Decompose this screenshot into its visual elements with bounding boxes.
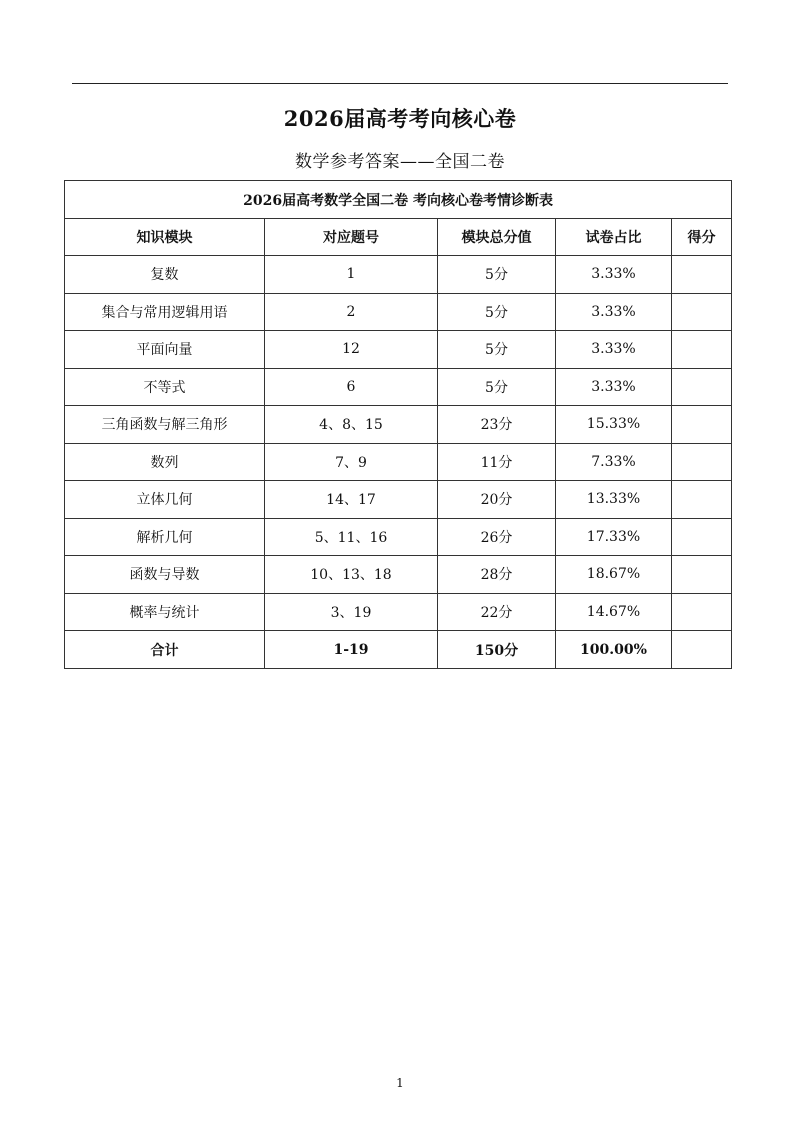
cell-score[interactable] [672,556,732,594]
table-caption: 2026届高考数学全国二卷 考向核心卷考情诊断表 [65,181,732,219]
table-header-row [65,219,732,256]
cell-percentage: 15.33% [556,406,672,444]
table-total-row [65,631,732,669]
cell-total-score: 5分 [438,368,556,406]
cell-module: 数列 [65,443,265,481]
cell-score[interactable] [672,593,732,631]
header-total-score: 模块总分值 [438,219,556,256]
header-questions: 对应题号 [265,219,438,256]
cell-questions: 7、9 [265,443,438,481]
cell-total-score: 5分 [438,293,556,331]
total-percentage: 100.00% [556,631,672,669]
cell-module: 不等式 [65,368,265,406]
cell-module: 函数与导数 [65,556,265,594]
cell-questions: 10、13、18 [265,556,438,594]
cell-total-score: 22分 [438,593,556,631]
document-title: 2026届高考考向核心卷 [283,106,517,131]
cell-module: 复数 [65,256,265,294]
cell-score[interactable] [672,481,732,519]
table-row [65,593,732,631]
diagnosis-table [64,180,732,669]
cell-total-score: 5分 [438,331,556,369]
cell-percentage: 14.67% [556,593,672,631]
cell-score[interactable] [672,331,732,369]
header-module: 知识模块 [65,219,265,256]
table-row [65,331,732,369]
table-row [65,443,732,481]
cell-module: 平面向量 [65,331,265,369]
cell-questions: 3、19 [265,593,438,631]
table-row [65,556,732,594]
cell-score[interactable] [672,256,732,294]
page-number: 1 [396,1076,404,1090]
table-caption-row [65,181,732,219]
cell-questions: 1 [265,256,438,294]
total-score: 150分 [438,631,556,669]
cell-total-score: 28分 [438,556,556,594]
table-row [65,293,732,331]
cell-percentage: 17.33% [556,518,672,556]
cell-total-score: 11分 [438,443,556,481]
cell-percentage: 3.33% [556,331,672,369]
cell-percentage: 3.33% [556,368,672,406]
cell-percentage: 3.33% [556,293,672,331]
header-score: 得分 [672,219,732,256]
cell-module: 三角函数与解三角形 [65,406,265,444]
cell-total-score: 23分 [438,406,556,444]
cell-total-score: 26分 [438,518,556,556]
cell-module: 解析几何 [65,518,265,556]
cell-percentage: 18.67% [556,556,672,594]
cell-score[interactable] [672,293,732,331]
cell-questions: 4、8、15 [265,406,438,444]
cell-module: 概率与统计 [65,593,265,631]
cell-questions: 6 [265,368,438,406]
cell-questions: 2 [265,293,438,331]
cell-questions: 5、11、16 [265,518,438,556]
cell-questions: 12 [265,331,438,369]
cell-questions: 14、17 [265,481,438,519]
total-score-cell[interactable] [672,631,732,669]
cell-module: 立体几何 [65,481,265,519]
cell-total-score: 5分 [438,256,556,294]
total-module: 合计 [65,631,265,669]
table-body [65,256,732,631]
cell-score[interactable] [672,406,732,444]
table-row [65,368,732,406]
table-row [65,406,732,444]
table-row [65,256,732,294]
table-row [65,518,732,556]
cell-percentage: 13.33% [556,481,672,519]
document-subtitle: 数学参考答案——全国二卷 [295,152,505,172]
cell-module: 集合与常用逻辑用语 [65,293,265,331]
header-rule [72,83,728,84]
header-percentage: 试卷占比 [556,219,672,256]
cell-score[interactable] [672,518,732,556]
cell-percentage: 3.33% [556,256,672,294]
table-row [65,481,732,519]
total-questions: 1-19 [265,631,438,669]
cell-percentage: 7.33% [556,443,672,481]
cell-total-score: 20分 [438,481,556,519]
cell-score[interactable] [672,443,732,481]
cell-score[interactable] [672,368,732,406]
